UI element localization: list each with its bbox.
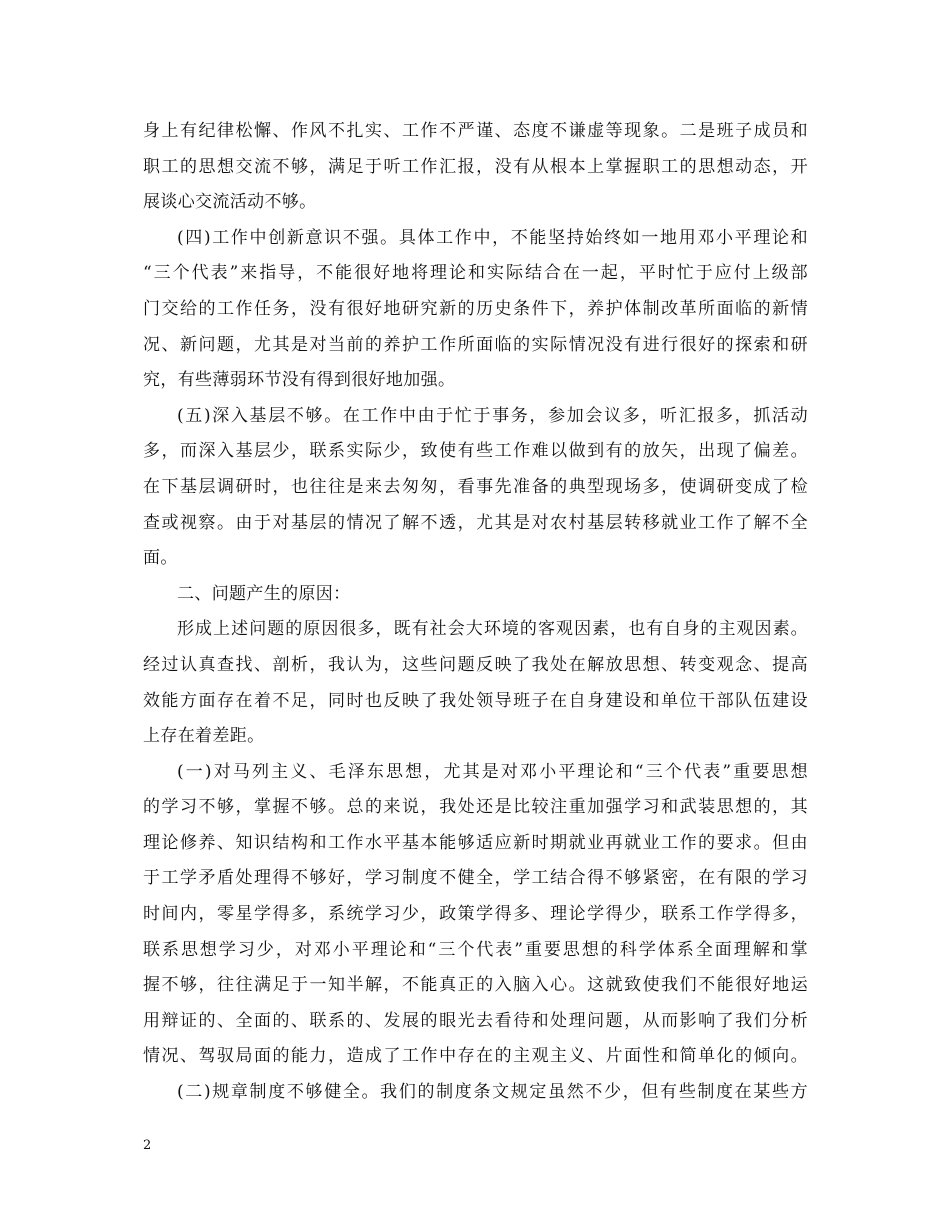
page-number: 2 [143, 1138, 152, 1153]
text-line: 经过认真查找、剖析，我认为，这些问题反映了我处在解放思想、转变观念、提高 [143, 654, 808, 675]
text-line: 联系思想学习少，对邓小平理论和“三个代表”重要思想的科学体系全面理解和掌 [143, 939, 808, 960]
text-line: 面。 [143, 548, 178, 569]
document-body [143, 114, 808, 1111]
text-line: 二、问题产生的原因： [177, 583, 351, 604]
text-line: 形成上述问题的原因很多，既有社会大环境的客观因素，也有自身的主观因素。 [177, 619, 808, 640]
text-line: 展谈心交流活动不够。 [143, 192, 317, 213]
text-line: 况、新问题，尤其是对当前的养护工作所面临的实际情况没有进行很好的探索和研 [143, 334, 808, 355]
text-line: 门交给的工作任务，没有很好地研究新的历史条件下，养护体制改革所面临的新情 [143, 298, 808, 319]
text-line: 握不够，往往满足于一知半解，不能真正的入脑入心。这就致使我们不能很好地运 [143, 975, 808, 996]
text-line: 效能方面存在着不足，同时也反映了我处领导班子在自身建设和单位干部队伍建设 [143, 690, 808, 711]
text-line: 身上有纪律松懈、作风不扎实、工作不严谨、态度不谦虚等现象。二是班子成员和 [143, 121, 808, 141]
text-line: 于工学矛盾处理得不够好，学习制度不健全，学工结合得不够紧密，在有限的学习 [143, 868, 808, 889]
text-line: 在下基层调研时，也往往是来去匆匆，看事先准备的典型现场多，使调研变成了检 [143, 476, 808, 497]
text-line: 查或视察。由于对基层的情况了解不透，尤其是对农村基层转移就业工作了解不全 [143, 512, 808, 533]
text-line: 用辩证的、全面的、联系的、发展的眼光去看待和处理问题，从而影响了我们分析 [143, 1010, 808, 1031]
text-line: (二)规章制度不够健全。我们的制度条文规定虽然不少，但有些制度在某些方 [177, 1082, 808, 1103]
text-line: (四)工作中创新意识不强。具体工作中，不能坚持始终如一地用邓小平理论和 [177, 227, 808, 248]
text-line: (一)对马列主义、毛泽东思想，尤其是对邓小平理论和“三个代表”重要思想 [177, 761, 808, 782]
text-line: (五)深入基层不够。在工作中由于忙于事务，参加会议多，听汇报多，抓活动 [177, 405, 808, 426]
text-line: 时间内，零星学得多，系统学习少，政策学得多、理论学得少，联系工作学得多， [143, 904, 808, 925]
text-line: 究，有些薄弱环节没有得到很好地加强。 [143, 370, 456, 391]
text-line: 理论修养、知识结构和工作水平基本能够适应新时期就业再就业工作的要求。但由 [143, 832, 808, 853]
text-line: 上存在着差距。 [143, 726, 265, 747]
text-line: 职工的思想交流不够，满足于听工作汇报，没有从根本上掌握职工的思想动态，开 [143, 156, 808, 177]
text-line: 的学习不够，掌握不够。总的来说，我处还是比较注重加强学习和武装思想的，其 [143, 797, 808, 818]
text-line: 多，而深入基层少，联系实际少，致使有些工作难以做到有的放矢，出现了偏差。 [143, 441, 808, 462]
text-line: 情况、驾驭局面的能力，造成了工作中存在的主观主义、片面性和简单化的倾向。 [143, 1046, 808, 1067]
text-line: “三个代表”来指导，不能很好地将理论和实际结合在一起，平时忙于应付上级部 [143, 263, 808, 284]
